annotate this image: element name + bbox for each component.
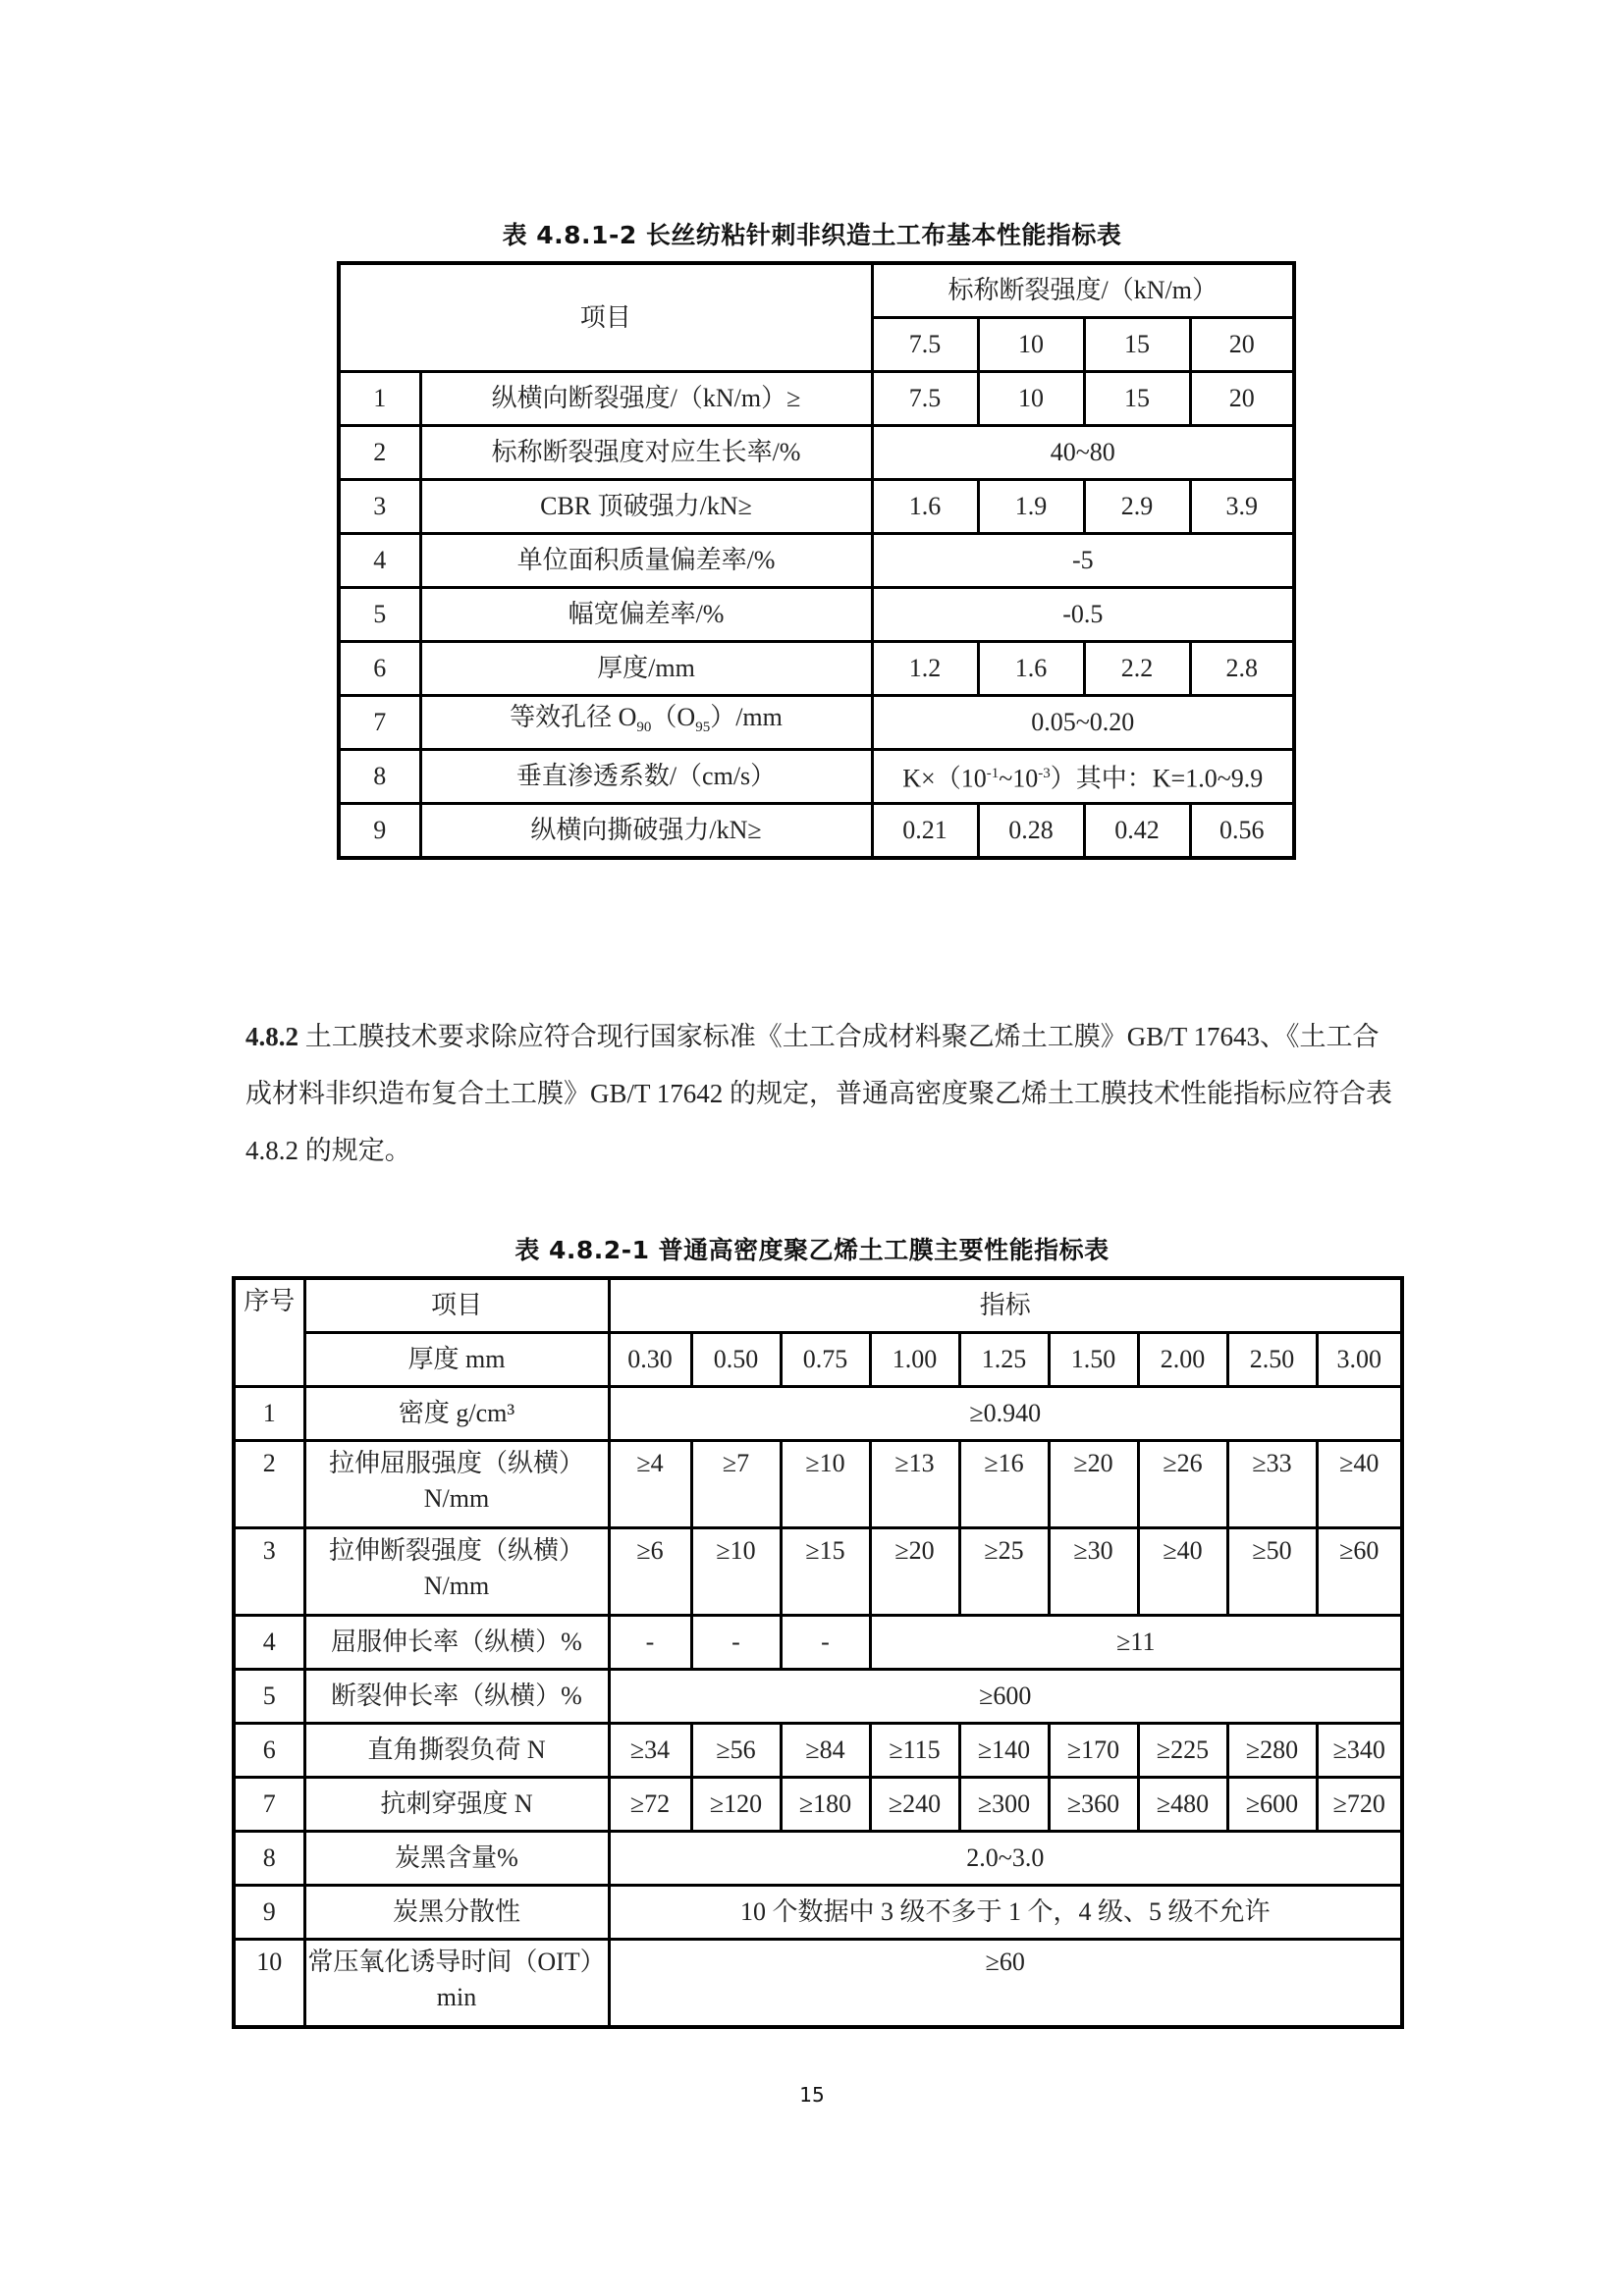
row-value: ≥600 — [1227, 1778, 1317, 1832]
row-number: 7 — [339, 696, 420, 750]
row-number: 9 — [234, 1886, 304, 1940]
row-value: 1.6 — [978, 642, 1084, 696]
row-value: ≥16 — [959, 1441, 1049, 1528]
row-value: ≥30 — [1049, 1528, 1138, 1616]
table-row — [234, 1441, 1402, 1528]
row-item: 纵横向撕破强力/kN≥ — [420, 804, 872, 859]
row-value: 20 — [1190, 372, 1294, 426]
row-number: 2 — [234, 1441, 304, 1528]
table-row — [234, 1724, 1402, 1778]
row-value: 0.21 — [872, 804, 978, 859]
row-merged-value: ≥11 — [870, 1616, 1402, 1670]
thickness-value: 3.00 — [1317, 1333, 1402, 1387]
row-number: 9 — [339, 804, 420, 859]
item-text: （O — [651, 702, 696, 731]
row-item: 垂直渗透系数/（cm/s） — [420, 750, 872, 804]
table-row — [339, 804, 1294, 859]
row-number: 8 — [339, 750, 420, 804]
row-value: 2.2 — [1084, 642, 1190, 696]
row-value: ≥40 — [1138, 1528, 1227, 1616]
row-value: ≥170 — [1049, 1724, 1138, 1778]
value-text: ~10 — [999, 764, 1039, 793]
row-value: ≥10 — [691, 1528, 781, 1616]
row-value: 0.56 — [1190, 804, 1294, 859]
row-item: 密度 g/cm³ — [304, 1387, 609, 1441]
page-number: 15 — [799, 2083, 825, 2107]
table2-header-item: 项目 — [304, 1278, 609, 1333]
row-item: 单位面积质量偏差率/% — [420, 534, 872, 588]
table2 — [232, 1276, 1404, 2029]
table-row — [339, 480, 1294, 534]
thickness-value: 2.00 — [1138, 1333, 1227, 1387]
row-value: ≥33 — [1227, 1441, 1317, 1528]
row-value: ≥20 — [870, 1528, 959, 1616]
row-number: 5 — [339, 588, 420, 642]
table2-header-no: 序号 — [234, 1278, 304, 1387]
thickness-value: 0.75 — [781, 1333, 870, 1387]
row-value: 3.9 — [1190, 480, 1294, 534]
row-value: ≥26 — [1138, 1441, 1227, 1528]
row-merged-value: ≥0.940 — [609, 1387, 1402, 1441]
row-value: ≥4 — [609, 1441, 691, 1528]
row-item: 炭黑分散性 — [304, 1886, 609, 1940]
row-value: ≥240 — [870, 1778, 959, 1832]
table1-header-item: 项目 — [339, 263, 872, 372]
row-value: ≥40 — [1317, 1441, 1402, 1528]
thickness-value: 1.50 — [1049, 1333, 1138, 1387]
row-number: 2 — [339, 426, 420, 480]
table1-header-row — [339, 263, 1294, 318]
row-value: ≥56 — [691, 1724, 781, 1778]
item-subscript: 90 — [636, 720, 652, 736]
row-item: CBR 顶破强力/kN≥ — [420, 480, 872, 534]
row-value: 7.5 — [872, 372, 978, 426]
row-item: 炭黑含量% — [304, 1832, 609, 1886]
row-merged-value: ≥600 — [609, 1670, 1402, 1724]
value-superscript: -3 — [1038, 766, 1051, 782]
row-merged-value: 2.0~3.0 — [609, 1832, 1402, 1886]
row-item: 直角撕裂负荷 N — [304, 1724, 609, 1778]
row-value: - — [609, 1616, 691, 1670]
row-value: 0.42 — [1084, 804, 1190, 859]
row-merged-value: 40~80 — [872, 426, 1294, 480]
row-value: ≥115 — [870, 1724, 959, 1778]
row-value: ≥7 — [691, 1441, 781, 1528]
table1-header-group: 标称断裂强度/（kN/m） — [872, 263, 1294, 318]
table-row — [339, 696, 1294, 750]
row-value: ≥360 — [1049, 1778, 1138, 1832]
row-value: 1.6 — [872, 480, 978, 534]
value-text: K×（10 — [902, 764, 987, 793]
table2-thickness-label: 厚度 mm — [304, 1333, 609, 1387]
row-item: 厚度/mm — [420, 642, 872, 696]
value-superscript: -1 — [986, 766, 1000, 782]
row-number: 7 — [234, 1778, 304, 1832]
thickness-value: 0.30 — [609, 1333, 691, 1387]
table2-thickness-row — [234, 1333, 1402, 1387]
item-text: 等效孔径 O — [510, 702, 637, 731]
row-merged-value: 10 个数据中 3 级不多于 1 个，4 级、5 级不允许 — [609, 1886, 1402, 1940]
row-merged-value: -5 — [872, 534, 1294, 588]
table1-header-value: 15 — [1084, 318, 1190, 372]
row-value: 15 — [1084, 372, 1190, 426]
row-value: ≥720 — [1317, 1778, 1402, 1832]
row-value: ≥13 — [870, 1441, 959, 1528]
table1-caption: 表 4.8.1-2 长丝纺粘针刺非织造土工布基本性能指标表 — [502, 221, 1122, 249]
row-item: 拉伸屈服强度（纵横）N/mm — [304, 1441, 609, 1528]
table-row — [339, 372, 1294, 426]
row-merged-value: -0.5 — [872, 588, 1294, 642]
row-value: ≥50 — [1227, 1528, 1317, 1616]
row-number: 5 — [234, 1670, 304, 1724]
row-item: 拉伸断裂强度（纵横）N/mm — [304, 1528, 609, 1616]
table-row — [339, 534, 1294, 588]
row-value: ≥20 — [1049, 1441, 1138, 1528]
row-number: 1 — [234, 1387, 304, 1441]
row-value: ≥280 — [1227, 1724, 1317, 1778]
row-number: 8 — [234, 1832, 304, 1886]
table-row — [339, 426, 1294, 480]
row-value: ≥84 — [781, 1724, 870, 1778]
row-value: ≥340 — [1317, 1724, 1402, 1778]
row-value: ≥60 — [1317, 1528, 1402, 1616]
table1-header-value: 20 — [1190, 318, 1294, 372]
row-merged-value: ≥60 — [609, 1940, 1402, 2028]
row-value: 2.8 — [1190, 642, 1294, 696]
row-value: ≥72 — [609, 1778, 691, 1832]
table1 — [337, 261, 1296, 860]
item-text: ）/mm — [710, 702, 783, 731]
table-row — [234, 1670, 1402, 1724]
row-item: 幅宽偏差率/% — [420, 588, 872, 642]
row-number: 4 — [234, 1616, 304, 1670]
table-row — [234, 1528, 1402, 1616]
table-row — [234, 1616, 1402, 1670]
table-row — [234, 1886, 1402, 1940]
row-value: ≥225 — [1138, 1724, 1227, 1778]
row-value: - — [691, 1616, 781, 1670]
table-row — [234, 1940, 1402, 2028]
row-item: 断裂伸长率（纵横）% — [304, 1670, 609, 1724]
row-value: ≥10 — [781, 1441, 870, 1528]
row-value: 10 — [978, 372, 1084, 426]
row-number: 4 — [339, 534, 420, 588]
table-row — [339, 642, 1294, 696]
row-number: 1 — [339, 372, 420, 426]
row-value: 0.28 — [978, 804, 1084, 859]
row-value: 1.9 — [978, 480, 1084, 534]
table1-header-value: 10 — [978, 318, 1084, 372]
table-row — [234, 1387, 1402, 1441]
row-value: ≥120 — [691, 1778, 781, 1832]
table-row — [234, 1778, 1402, 1832]
table2-caption: 表 4.8.2-1 普通高密度聚乙烯土工膜主要性能指标表 — [514, 1236, 1110, 1264]
value-text: ）其中：K=1.0~9.9 — [1050, 764, 1264, 793]
row-number: 10 — [234, 1940, 304, 2028]
table2-header-group: 指标 — [609, 1278, 1402, 1333]
row-merged-value — [872, 750, 1294, 804]
item-subscript: 95 — [695, 720, 711, 736]
row-number: 6 — [339, 642, 420, 696]
row-value: 1.2 — [872, 642, 978, 696]
row-number: 3 — [234, 1528, 304, 1616]
row-value: ≥15 — [781, 1528, 870, 1616]
row-number: 6 — [234, 1724, 304, 1778]
row-value: ≥180 — [781, 1778, 870, 1832]
section-number: 4.8.2 — [245, 1022, 298, 1051]
row-item — [420, 696, 872, 750]
row-value: ≥140 — [959, 1724, 1049, 1778]
row-value: - — [781, 1616, 870, 1670]
row-value: ≥25 — [959, 1528, 1049, 1616]
thickness-value: 0.50 — [691, 1333, 781, 1387]
table-row — [339, 750, 1294, 804]
row-value: ≥34 — [609, 1724, 691, 1778]
row-item: 屈服伸长率（纵横）% — [304, 1616, 609, 1670]
row-merged-value: 0.05~0.20 — [872, 696, 1294, 750]
row-value: 2.9 — [1084, 480, 1190, 534]
section-text: 土工膜技术要求除应符合现行国家标准《土工合成材料聚乙烯土工膜》GB/T 17643、《土工合成材料非织造布复合土工膜》GB/T 17642 的规定，普通高密度聚乙烯土工膜技术性能指标应符合表 4.8.2 的规定。 — [245, 1022, 1393, 1165]
row-item: 抗刺穿强度 N — [304, 1778, 609, 1832]
row-item: 纵横向断裂强度/（kN/m）≥ — [420, 372, 872, 426]
thickness-value: 1.00 — [870, 1333, 959, 1387]
section-paragraph — [245, 1008, 1404, 1179]
row-value: ≥480 — [1138, 1778, 1227, 1832]
table2-header-row — [234, 1278, 1402, 1333]
row-item: 标称断裂强度对应生长率/% — [420, 426, 872, 480]
table-row — [339, 588, 1294, 642]
thickness-value: 1.25 — [959, 1333, 1049, 1387]
row-item: 常压氧化诱导时间（OIT）min — [304, 1940, 609, 2028]
row-value: ≥300 — [959, 1778, 1049, 1832]
thickness-value: 2.50 — [1227, 1333, 1317, 1387]
table-row — [234, 1832, 1402, 1886]
table1-header-value: 7.5 — [872, 318, 978, 372]
row-number: 3 — [339, 480, 420, 534]
row-value: ≥6 — [609, 1528, 691, 1616]
